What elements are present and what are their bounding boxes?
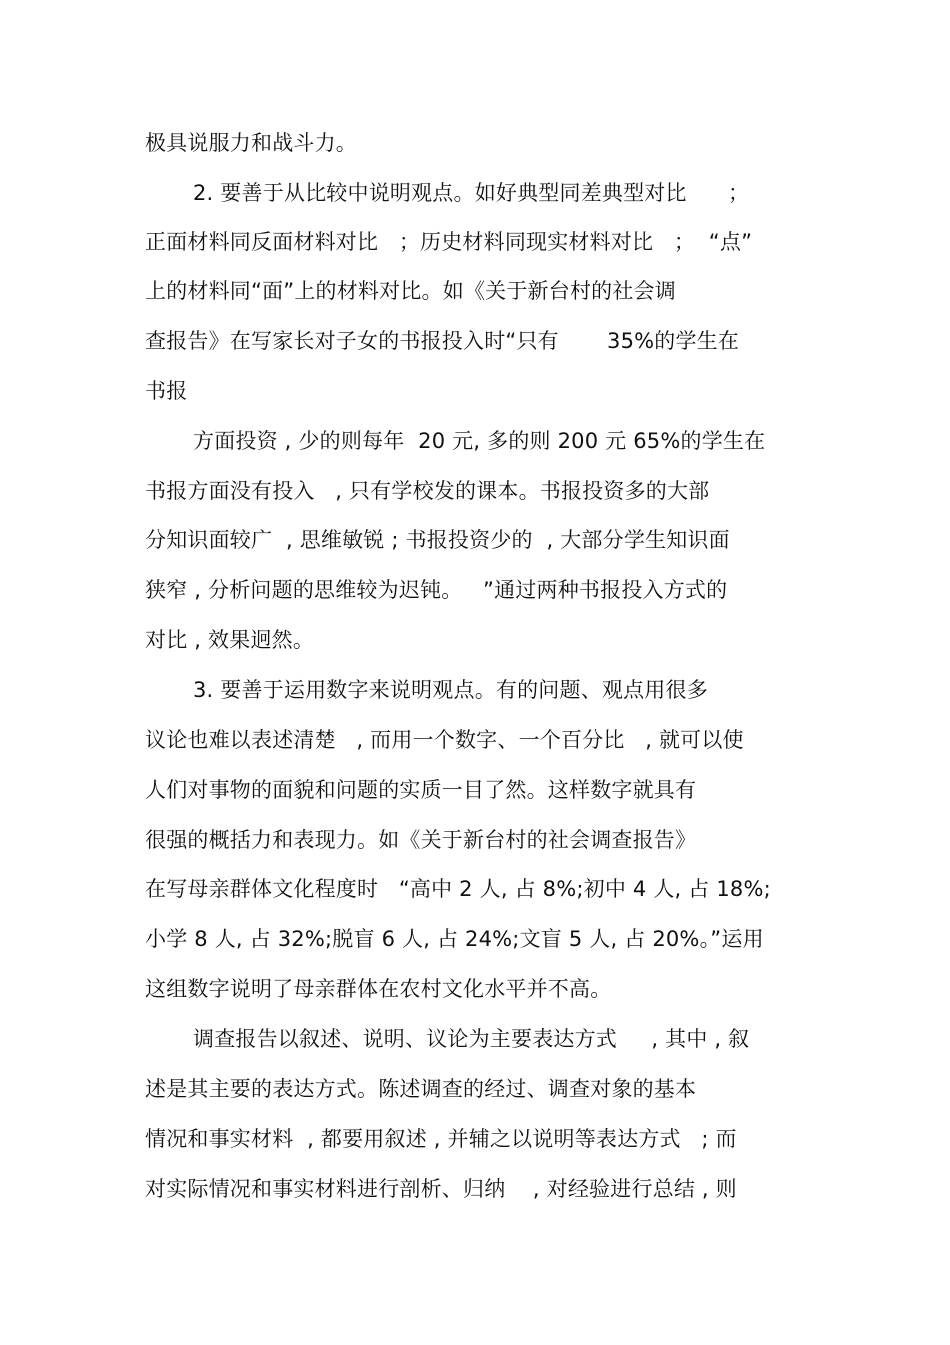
text-line: 情况和事实材料 , 都要用叙述 , 并辅之以说明等表达方式 ; 而 xyxy=(145,1127,737,1151)
text-line: 极具说服力和战斗力。 xyxy=(145,131,357,155)
text-line: 这组数字说明了母亲群体在农村文化水平并不高。 xyxy=(145,977,612,1001)
text-line: 小学 8 人, 占 32%;脱盲 6 人, 占 24%;文盲 5 人, 占 20%。”运用 xyxy=(145,927,764,951)
text-line: 调查报告以叙述、说明、议论为主要表达方式 , 其中 , 叙 xyxy=(193,1027,750,1051)
text-line: 很强的概括力和表现力。如《关于新台村的社会调查报告》 xyxy=(145,828,697,852)
text-line: 人们对事物的面貌和问题的实质一目了然。这样数字就具有 xyxy=(145,778,697,802)
text-line: 狭窄 , 分析问题的思维较为迟钝。 ”通过两种书报投入方式的 xyxy=(145,578,728,602)
text-line: 正面材料同反面材料对比 ；历史材料同现实材料对比 ； “点” xyxy=(145,230,753,254)
text-line: 议论也难以表述清楚 , 而用一个数字、一个百分比 , 就可以使 xyxy=(145,728,744,752)
text-line: 查报告》在写家长对子女的书报投入时“只有 35%的学生在 xyxy=(145,329,740,353)
text-line: 分知识面较广 , 思维敏锐 ; 书报投资少的 , 大部分学生知识面 xyxy=(145,528,730,552)
text-line: 书报方面没有投入 , 只有学校发的课本。书报投资多的大部 xyxy=(145,479,710,503)
text-line: 对实际情况和事实材料进行剖析、归纳 , 对经验进行总结 , 则 xyxy=(145,1177,737,1201)
text-line: 3. 要善于运用数字来说明观点。有的问题、观点用很多 xyxy=(193,678,708,702)
text-line: 对比 , 效果迥然。 xyxy=(145,628,315,652)
text-line: 在写母亲群体文化程度时 “高中 2 人, 占 8%;初中 4 人, 占 18%; xyxy=(145,877,771,901)
text-line: 方面投资 , 少的则每年 20 元, 多的则 200 元 65%的学生在 xyxy=(193,429,766,453)
text-line: 2. 要善于从比较中说明观点。如好典型同差典型对比 ； xyxy=(193,181,750,205)
text-line: 书报 xyxy=(145,379,188,403)
text-line: 述是其主要的表达方式。陈述调查的经过、调查对象的基本 xyxy=(145,1077,697,1101)
text-line: 上的材料同“面”上的材料对比。如《关于新台村的社会调 xyxy=(145,279,676,303)
